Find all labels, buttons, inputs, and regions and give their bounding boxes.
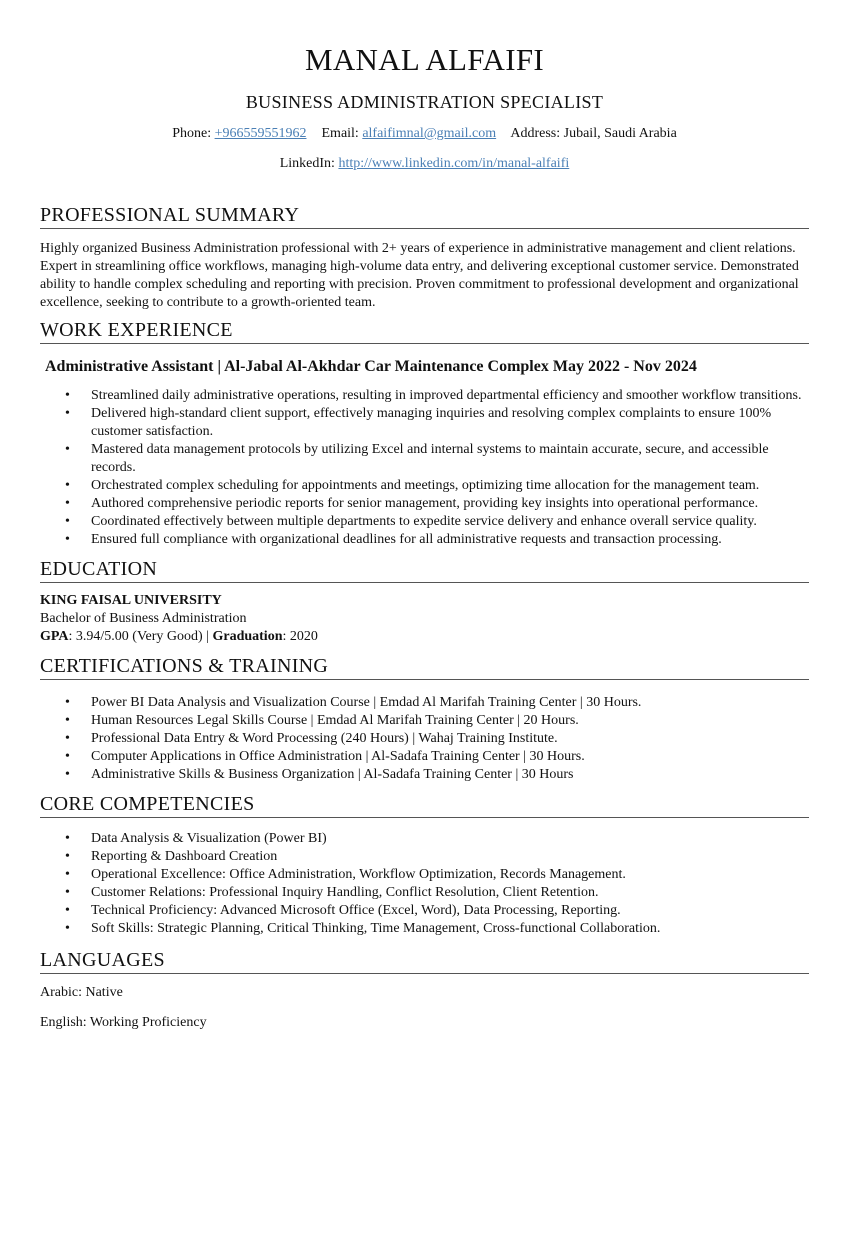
list-item: • Technical Proficiency: Advanced Microsoft Office (Excel, Word), Data Processing, Reporting.	[40, 902, 809, 920]
list-item: • Human Resources Legal Skills Course | Emdad Al Marifah Training Center | 20 Hours.	[40, 712, 809, 730]
resume-page	[0, 42, 849, 1242]
university-name: KING FAISAL UNIVERSITY	[40, 593, 222, 608]
email-label: Email:	[321, 126, 359, 141]
address-label: Address:	[510, 126, 561, 141]
competencies-list	[40, 830, 809, 938]
list-item: • Delivered high-standard client support, effectively managing inquiries and resolving complex complaints to ensure 100% customer satisfaction.	[40, 405, 809, 441]
section-heading-certifications: CERTIFICATIONS & TRAINING	[40, 654, 809, 680]
linkedin-line	[40, 155, 809, 173]
experience-job-title: Administrative Assistant | Al-Jabal Al-Akhdar Car Maintenance Complex May 2022 - Nov 2024	[45, 358, 697, 375]
degree-name: Bachelor of Business Administration	[40, 611, 247, 626]
linkedin-link[interactable]: http://www.linkedin.com/in/manal-alfaifi	[338, 156, 570, 171]
gpa-line	[40, 628, 809, 646]
list-item: • Administrative Skills & Business Organization | Al-Sadafa Training Center | 30 Hours	[40, 766, 809, 784]
section-heading-summary: PROFESSIONAL SUMMARY	[40, 203, 809, 229]
experience-bullet-list	[40, 387, 809, 549]
job-title: BUSINESS ADMINISTRATION SPECIALIST	[245, 92, 604, 112]
language-item: Arabic: Native	[40, 985, 123, 1000]
list-item: • Customer Relations: Professional Inquiry Handling, Conflict Resolution, Client Retention.	[40, 884, 809, 902]
list-item: • Operational Excellence: Office Administration, Workflow Optimization, Records Management.	[40, 866, 809, 884]
candidate-name: MANAL ALFAIFI	[305, 42, 544, 77]
language-item: English: Working Proficiency	[40, 1015, 207, 1030]
list-item: • Ensured full compliance with organizational deadlines for all administrative requests and transaction processing.	[40, 531, 809, 549]
list-item: • Streamlined daily administrative operations, resulting in improved departmental efficiency and smoother workflow transitions.	[40, 387, 809, 405]
summary-text: Highly organized Business Administration professional with 2+ years of experience in administrative management and client relations. Expert in streamlining office workflows, managing high-volume data entry, and delivering exceptional customer service. Demonstrated ability to handle complex scheduling and reporting with precision. Proven commitment to professional development and organizational excellence, seeking to contribute to a growth-oriented team.	[40, 241, 799, 310]
linkedin-label: LinkedIn:	[279, 156, 335, 171]
list-item: • Power BI Data Analysis and Visualization Course | Emdad Al Marifah Training Center | 30 Hours.	[40, 694, 809, 712]
list-item: • Professional Data Entry & Word Processing (240 Hours) | Wahaj Training Institute.	[40, 730, 809, 748]
phone-link[interactable]: +966559551962	[214, 126, 307, 141]
list-item: • Data Analysis & Visualization (Power BI)	[40, 830, 809, 848]
section-heading-languages: LANGUAGES	[40, 948, 809, 974]
section-heading-experience: WORK EXPERIENCE	[40, 318, 809, 344]
section-heading-competencies: CORE COMPETENCIES	[40, 792, 809, 818]
graduation-label: Graduation	[212, 629, 283, 644]
list-item: • Coordinated effectively between multiple departments to expedite service delivery and enhance overall service quality.	[40, 513, 809, 531]
phone-label: Phone:	[172, 126, 212, 141]
certifications-list	[40, 694, 809, 784]
list-item: • Computer Applications in Office Administration | Al-Sadafa Training Center | 30 Hours.	[40, 748, 809, 766]
education-block	[40, 592, 809, 646]
address-value: Jubail, Saudi Arabia	[563, 126, 677, 141]
list-item: • Authored comprehensive periodic reports for senior management, providing key insights into operational performance.	[40, 495, 809, 513]
graduation-value: : 2020	[282, 629, 318, 644]
section-heading-education: EDUCATION	[40, 557, 809, 583]
list-item: • Reporting & Dashboard Creation	[40, 848, 809, 866]
gpa-label: GPA	[40, 629, 69, 644]
list-item: • Mastered data management protocols by utilizing Excel and internal systems to maintain accurate, secure, and accessible records.	[40, 441, 809, 477]
email-link[interactable]: alfaifimnal@gmail.com	[362, 126, 497, 141]
list-item: • Soft Skills: Strategic Planning, Critical Thinking, Time Management, Cross-functional Collaboration.	[40, 920, 809, 938]
list-item: • Orchestrated complex scheduling for appointments and meetings, optimizing time allocation for the management team.	[40, 477, 809, 495]
gpa-value: : 3.94/5.00 (Very Good) |	[68, 629, 213, 644]
contact-line	[40, 125, 809, 143]
